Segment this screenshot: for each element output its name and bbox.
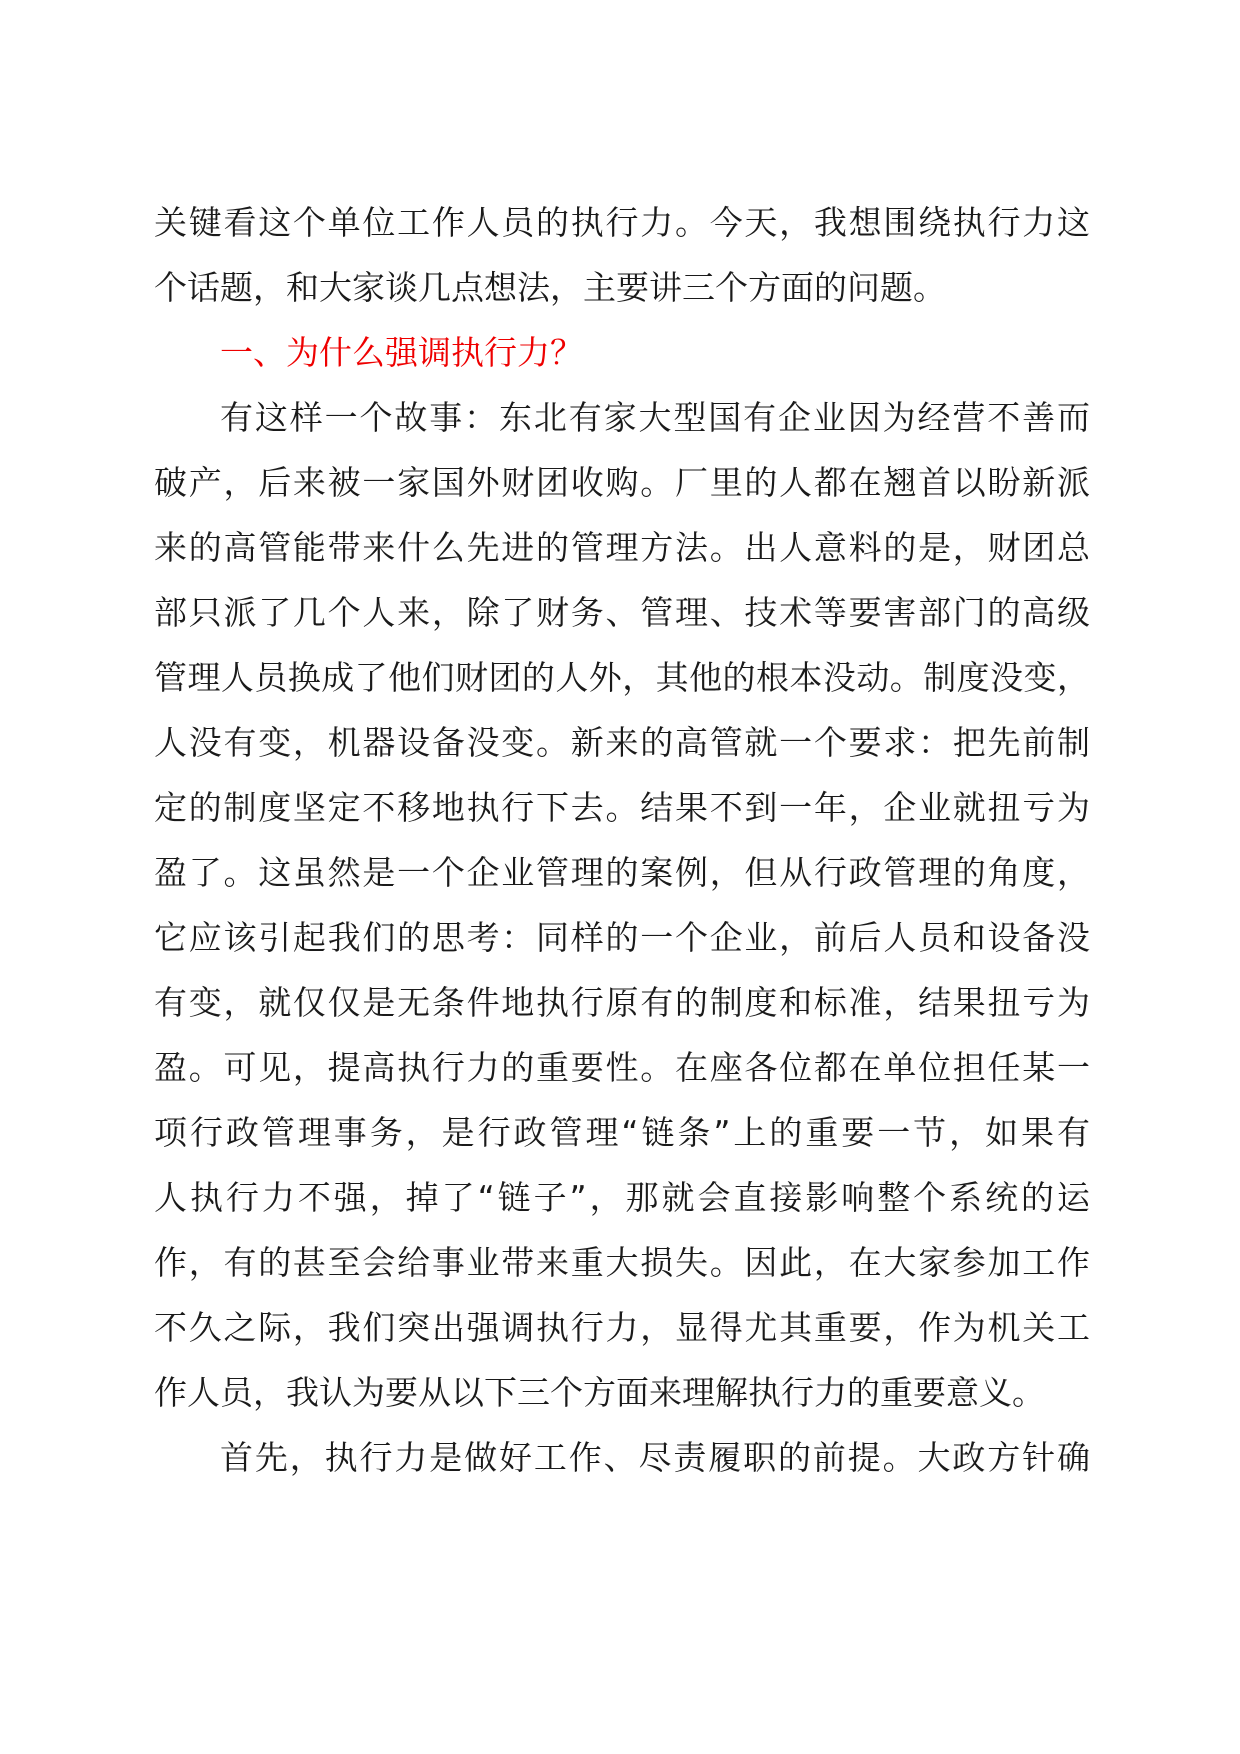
paragraph-first-line: 有这样一个故事：东北有家大型国有企业因为经营不善而 — [220, 398, 1090, 437]
body-line: 项行政管理事务，是行政管理“链条”上的重要一节，如果有 — [154, 1113, 1090, 1152]
body-line: 它应该引起我们的思考：同样的一个企业，前后人员和设备没 — [154, 918, 1090, 957]
body-line: 盈了。这虽然是一个企业管理的案例，但从行政管理的角度， — [154, 853, 1090, 892]
body-line: 定的制度坚定不移地执行下去。结果不到一年，企业就扭亏为 — [154, 788, 1090, 827]
body-line: 关键看这个单位工作人员的执行力。今天，我想围绕执行力这 — [154, 203, 1090, 242]
body-line: 盈。可见，提高执行力的重要性。在座各位都在单位担任某一 — [154, 1048, 1090, 1087]
body-line: 人执行力不强，掉了“链子”，那就会直接影响整个系统的运 — [154, 1178, 1090, 1217]
body-line: 作人员，我认为要从以下三个方面来理解执行力的重要意义。 — [154, 1373, 1045, 1412]
section-heading: 一、为什么强调执行力？ — [220, 333, 583, 372]
body-line: 破产，后来被一家国外财团收购。厂里的人都在翘首以盼新派 — [154, 463, 1090, 502]
body-line: 部只派了几个人来，除了财务、管理、技术等要害部门的高级 — [154, 593, 1090, 632]
body-line: 人没有变，机器设备没变。新来的高管就一个要求：把先前制 — [154, 723, 1090, 762]
body-line: 来的高管能带来什么先进的管理方法。出人意料的是，财团总 — [154, 528, 1090, 567]
body-line: 个话题，和大家谈几点想法，主要讲三个方面的问题。 — [154, 268, 946, 307]
paragraph-first-line: 首先，执行力是做好工作、尽责履职的前提。大政方针确 — [220, 1438, 1090, 1477]
body-line: 有变，就仅仅是无条件地执行原有的制度和标准，结果扭亏为 — [154, 983, 1090, 1022]
body-line: 作，有的甚至会给事业带来重大损失。因此，在大家参加工作 — [154, 1243, 1090, 1282]
document-body — [154, 190, 1090, 1490]
body-line: 不久之际，我们突出强调执行力，显得尤其重要，作为机关工 — [154, 1308, 1090, 1347]
body-line: 管理人员换成了他们财团的人外，其他的根本没动。制度没变， — [154, 658, 1090, 697]
